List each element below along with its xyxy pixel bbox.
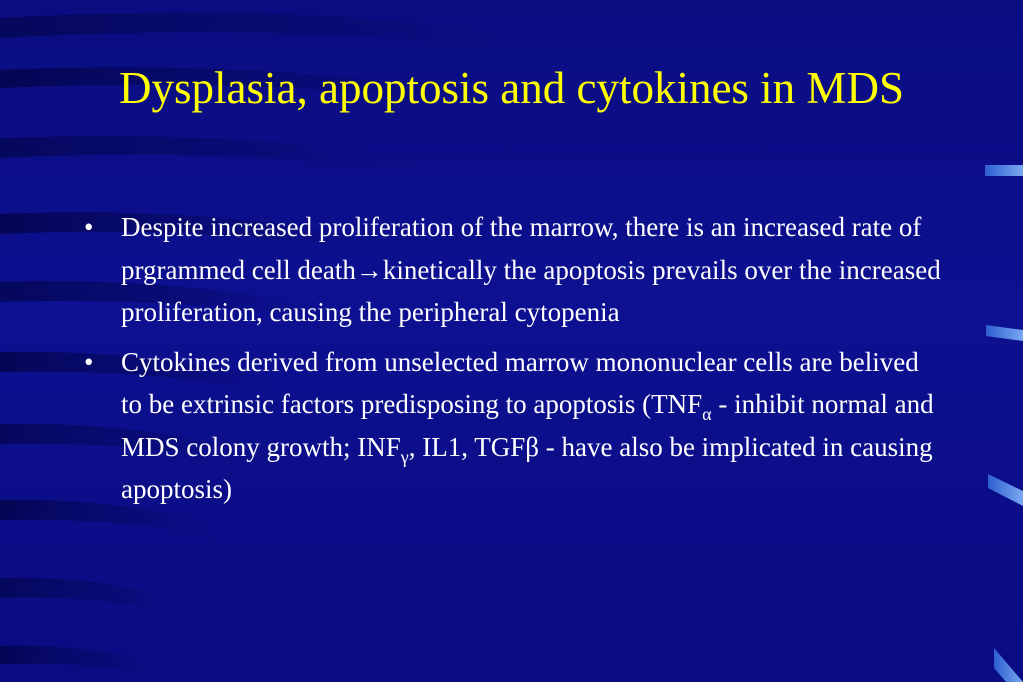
right-arrow-icon: → — [355, 254, 383, 285]
bullet-dot: • — [84, 212, 94, 242]
bullet-list — [84, 206, 944, 518]
gamma-subscript: γ — [400, 446, 409, 467]
accent-mark — [988, 474, 1023, 506]
accent-mark — [985, 165, 1023, 176]
accent-mark — [986, 325, 1023, 341]
bullet-text: , IL1, TGF — [408, 431, 526, 462]
bullet-text: kinetically the apoptosis prevails over the increased proliferation, causing the peripheral cytopenia — [121, 254, 941, 327]
beta-symbol: β — [525, 431, 539, 462]
bullet-item — [84, 341, 944, 511]
swoosh-band — [0, 136, 430, 176]
bullet-text: - inhibit normal and MDS colony growth; INF — [121, 389, 934, 462]
bullet-text: - have also be implicated in causing apoptosis) — [121, 431, 933, 504]
swoosh-band — [0, 646, 160, 676]
bullet-item — [84, 206, 944, 334]
swoosh-band — [0, 578, 190, 616]
slide-title: Dysplasia, apoptosis and cytokines in MDS — [119, 63, 904, 113]
bullet-text: Despite increased proliferation of the marrow, there is an increased rate of prgrammed cell death — [121, 212, 922, 285]
alpha-subscript: α — [702, 404, 712, 424]
bullet-text: Cytokines derived from unselected marrow mononuclear cells are belived to be extrinsic factors predisposing to apoptosis (TNF — [121, 346, 919, 419]
accent-mark — [994, 648, 1023, 682]
swoosh-band — [0, 13, 560, 60]
bullet-dot: • — [84, 346, 94, 377]
